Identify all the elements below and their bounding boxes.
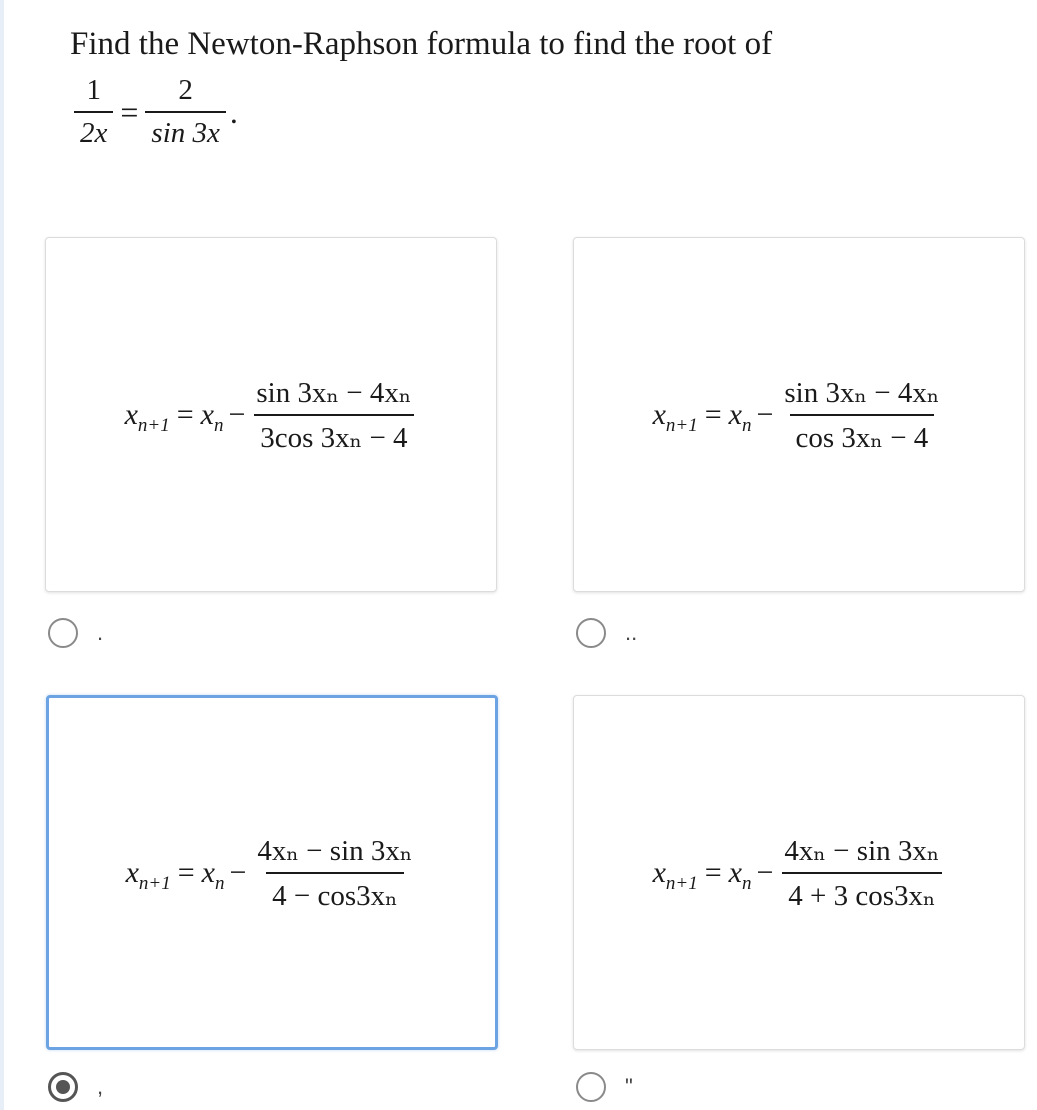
option-formula-3 xyxy=(126,833,419,913)
formula-numerator: 4xₙ − sin 3xₙ xyxy=(257,834,413,867)
formula-lhs: x xyxy=(125,855,139,889)
equation-lhs-fraction xyxy=(74,74,113,150)
formula-fraction xyxy=(251,833,418,913)
option-label-3: , xyxy=(97,1074,104,1099)
formula-fraction xyxy=(778,375,945,455)
formula-numerator: sin 3xₙ − 4xₙ xyxy=(256,376,412,409)
equation-equals: = xyxy=(120,93,139,130)
option-label-4: " xyxy=(625,1074,633,1099)
formula-denominator: 3cos 3xₙ − 4 xyxy=(254,414,413,455)
formula-lhs-subscript: n+1 xyxy=(665,872,698,894)
formula-minus: − xyxy=(756,855,774,889)
formula-equals: = xyxy=(176,397,194,431)
formula-equals: = xyxy=(704,855,722,889)
equation-lhs-denominator: 2x xyxy=(74,111,113,150)
option-radio-2[interactable] xyxy=(576,618,606,648)
left-accent-rule xyxy=(0,0,4,1110)
formula-denominator: 4 − cos3xₙ xyxy=(266,872,404,913)
formula-denominator: cos 3xₙ − 4 xyxy=(790,414,935,455)
question-text: Find the Newton-Raphson formula to find the root of xyxy=(70,26,773,62)
formula-lhs-subscript: n+1 xyxy=(138,872,171,894)
option-formula-2 xyxy=(653,375,946,455)
formula-x-subscript: n xyxy=(213,414,224,436)
option-label-2: .. xyxy=(625,620,638,645)
option-radio-3[interactable] xyxy=(48,1072,78,1102)
option-card-1[interactable] xyxy=(45,237,497,592)
option-formula-4 xyxy=(653,833,946,913)
formula-fraction xyxy=(250,375,417,455)
option-card-4[interactable] xyxy=(573,695,1025,1050)
option-radio-1[interactable] xyxy=(48,618,78,648)
formula-numerator: sin 3xₙ − 4xₙ xyxy=(784,376,940,409)
formula-denominator: 4 + 3 cos3xₙ xyxy=(782,872,941,913)
formula-lhs: x xyxy=(652,397,666,431)
formula-x-subscript: n xyxy=(214,872,225,894)
formula-lhs-subscript: n+1 xyxy=(665,414,698,436)
option-card-3[interactable] xyxy=(46,695,498,1050)
formula-x: x xyxy=(728,855,742,889)
formula-lhs-subscript: n+1 xyxy=(137,414,170,436)
option-label-1: . xyxy=(97,620,104,645)
formula-lhs: x xyxy=(652,855,666,889)
formula-x: x xyxy=(200,397,214,431)
formula-minus: − xyxy=(228,397,246,431)
equation-rhs-numerator: 2 xyxy=(178,74,193,106)
option-card-2[interactable] xyxy=(573,237,1025,592)
formula-x: x xyxy=(728,397,742,431)
equation-lhs-numerator: 1 xyxy=(86,74,101,106)
equation-period: . xyxy=(229,93,238,130)
formula-equals: = xyxy=(177,855,195,889)
question xyxy=(70,22,970,164)
formula-x: x xyxy=(201,855,215,889)
formula-x-subscript: n xyxy=(741,872,752,894)
formula-x-subscript: n xyxy=(741,414,752,436)
option-formula-1 xyxy=(125,375,418,455)
formula-numerator: 4xₙ − sin 3xₙ xyxy=(784,834,940,867)
formula-fraction xyxy=(778,833,945,913)
formula-minus: − xyxy=(756,397,774,431)
question-equation xyxy=(70,74,970,164)
formula-minus: − xyxy=(229,855,247,889)
formula-lhs: x xyxy=(124,397,138,431)
equation-rhs-fraction xyxy=(145,74,225,150)
option-radio-4[interactable] xyxy=(576,1072,606,1102)
formula-equals: = xyxy=(704,397,722,431)
equation-rhs-denominator: sin 3x xyxy=(145,111,225,150)
